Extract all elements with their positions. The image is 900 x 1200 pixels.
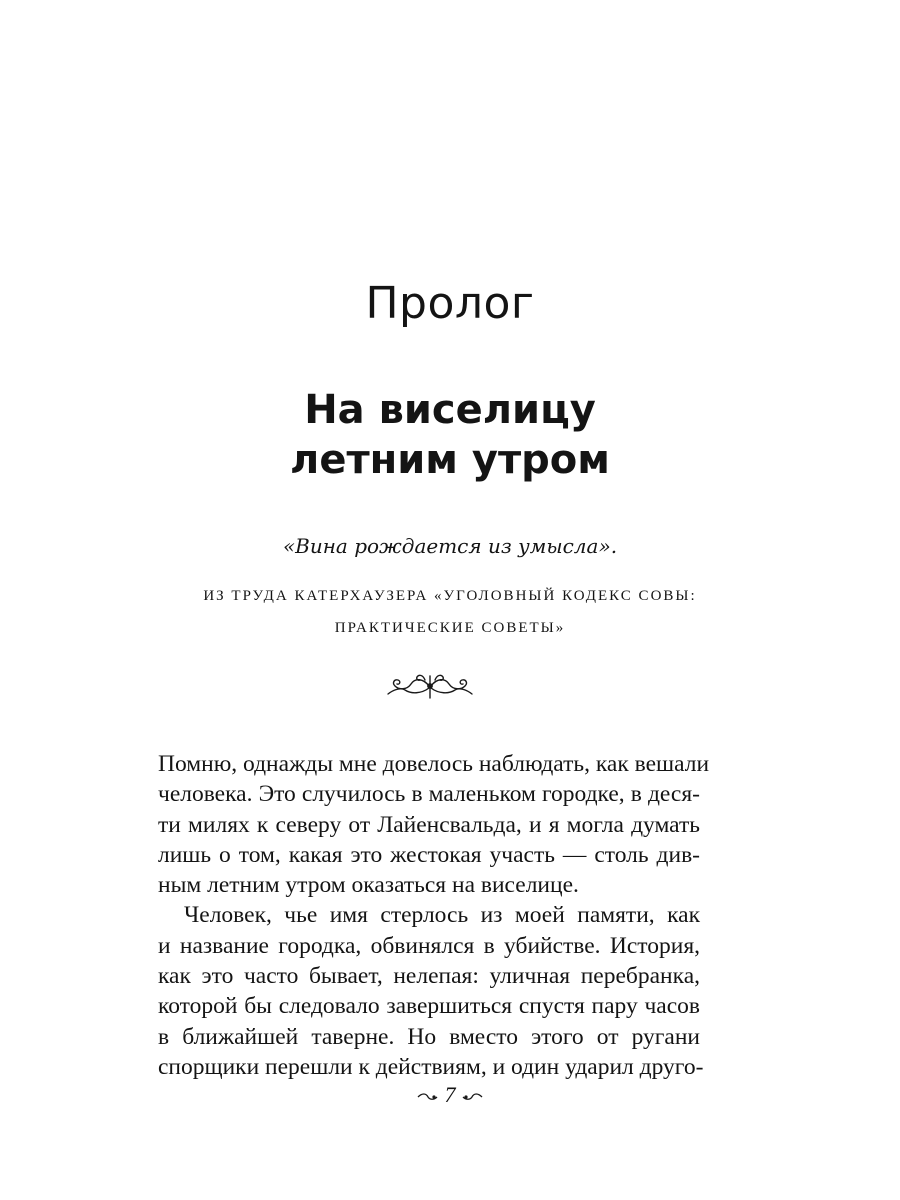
text-line: Помню, однажды мне довелось наблюдать, как вешали — [158, 751, 710, 777]
page-number — [0, 1082, 900, 1108]
body-text — [158, 749, 710, 1082]
text-line: Человек, чье имя стерлось из моей памяти, как — [184, 902, 700, 929]
chapter-label: Пролог — [365, 278, 535, 329]
text-line: спорщики перешли к действиям, и один ударил друго- — [158, 1053, 704, 1080]
chapter-title — [0, 385, 900, 485]
text-line: человека. Это случилось в маленьком городке, в деся- — [158, 781, 700, 808]
page-ornament-left-icon — [417, 1092, 439, 1102]
text-line: лишь о том, какая это жестокая участь — столь див- — [158, 841, 700, 868]
epigraph-source-line: ИЗ ТРУДА КАТЕРХАУЗЕРА «УГОЛОВНЫЙ КОДЕКС СОВЫ: — [203, 588, 697, 604]
text-line: и название городка, обвинялся в убийстве. История, — [158, 932, 700, 959]
epigraph-source-line: ПРАКТИЧЕСКИЕ СОВЕТЫ» — [334, 620, 566, 636]
text-line: которой бы следовало завершиться спустя пару часов — [158, 993, 700, 1020]
epigraph-quote: «Вина рождается из умысла». — [282, 534, 618, 558]
page-number-value: 7 — [444, 1082, 456, 1107]
epigraph-source — [0, 580, 900, 644]
chapter-title-line: На виселицу — [304, 387, 596, 433]
text-line: в ближайшей таверне. Но вместо этого от ругани — [158, 1023, 700, 1050]
chapter-title-line: летним утром — [290, 437, 610, 483]
text-line: ным летним утром оказаться на виселице. — [158, 872, 579, 899]
page-ornament-right-icon — [461, 1092, 483, 1102]
text-line: как это часто бывает, нелепая: уличная перебранка, — [158, 963, 700, 990]
text-line: ти милях к северу от Лайенсвальда, и я могла думать — [158, 811, 700, 838]
flourish-ornament-icon — [385, 668, 475, 704]
